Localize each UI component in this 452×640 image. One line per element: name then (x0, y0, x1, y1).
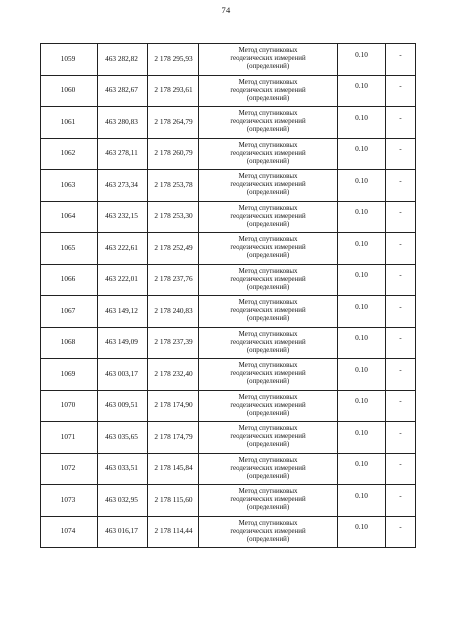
point-number-cell: 1059 (41, 44, 98, 76)
coordinate-y-cell: 2 178 260,79 (148, 138, 199, 170)
accuracy-cell (338, 327, 386, 359)
accuracy-value: 0.10 (355, 490, 368, 500)
description-cell (386, 75, 416, 107)
coordinate-x-cell: 463 222,61 (98, 233, 148, 265)
coordinate-y-cell: 2 178 253,78 (148, 170, 199, 202)
coordinates-table-body (41, 44, 416, 548)
description-value: - (399, 522, 402, 532)
table-row (41, 233, 416, 265)
accuracy-cell (338, 233, 386, 265)
method-line: геодезических измерений (230, 338, 306, 346)
method-line: геодезических измерений (230, 464, 306, 472)
description-cell (386, 138, 416, 170)
method-line: Метод спутниковых (238, 330, 298, 338)
method-line: геодезических измерений (230, 370, 306, 378)
accuracy-value: 0.10 (355, 207, 368, 217)
coordinate-x-cell: 463 016,17 (98, 516, 148, 548)
method-line: Метод спутниковых (238, 47, 298, 55)
method-line: Метод спутниковых (238, 236, 298, 244)
coordinate-y-cell: 2 178 174,79 (148, 422, 199, 454)
table-row (41, 485, 416, 517)
description-cell (386, 233, 416, 265)
coordinate-y-cell: 2 178 115,60 (148, 485, 199, 517)
method-cell (199, 170, 338, 202)
coordinate-y-cell: 2 178 295,93 (148, 44, 199, 76)
method-cell (199, 107, 338, 139)
description-value: - (399, 175, 402, 185)
method-line: геодезических измерений (230, 212, 306, 220)
description-value: - (399, 490, 402, 500)
method-line: (определений) (246, 441, 290, 449)
coordinate-x-cell: 463 003,17 (98, 359, 148, 391)
coordinate-y-cell: 2 178 240,83 (148, 296, 199, 328)
method-line: (определений) (246, 157, 290, 165)
point-number-cell: 1074 (41, 516, 98, 548)
point-number-cell: 1060 (41, 75, 98, 107)
method-cell (199, 516, 338, 548)
coordinate-y-cell: 2 178 145,84 (148, 453, 199, 485)
method-cell (199, 453, 338, 485)
method-cell (199, 264, 338, 296)
method-line: Метод спутниковых (238, 110, 298, 118)
method-line: (определений) (246, 94, 290, 102)
accuracy-cell (338, 138, 386, 170)
point-number-cell: 1073 (41, 485, 98, 517)
accuracy-value: 0.10 (355, 238, 368, 248)
accuracy-value: 0.10 (355, 427, 368, 437)
method-cell (199, 359, 338, 391)
accuracy-value: 0.10 (355, 459, 368, 469)
description-cell (386, 422, 416, 454)
point-number-cell: 1061 (41, 107, 98, 139)
point-number-cell: 1064 (41, 201, 98, 233)
accuracy-value: 0.10 (355, 270, 368, 280)
method-cell (199, 485, 338, 517)
description-value: - (399, 333, 402, 343)
accuracy-cell (338, 44, 386, 76)
method-cell (199, 201, 338, 233)
accuracy-cell (338, 390, 386, 422)
point-number-cell: 1067 (41, 296, 98, 328)
accuracy-value: 0.10 (355, 522, 368, 532)
method-line: Метод спутниковых (238, 425, 298, 433)
description-value: - (399, 112, 402, 122)
method-line: (определений) (246, 315, 290, 323)
accuracy-cell (338, 453, 386, 485)
description-cell (386, 201, 416, 233)
method-line: Метод спутниковых (238, 78, 298, 86)
method-cell (199, 233, 338, 265)
method-line: геодезических измерений (230, 527, 306, 535)
table-row (41, 453, 416, 485)
coordinate-y-cell: 2 178 264,79 (148, 107, 199, 139)
accuracy-cell (338, 359, 386, 391)
table-row (41, 359, 416, 391)
coordinate-y-cell: 2 178 253,30 (148, 201, 199, 233)
method-cell (199, 75, 338, 107)
method-line: (определений) (246, 252, 290, 260)
method-line: (определений) (246, 409, 290, 417)
method-line: (определений) (246, 220, 290, 228)
point-number-cell: 1062 (41, 138, 98, 170)
coordinate-x-cell: 463 149,09 (98, 327, 148, 359)
accuracy-cell (338, 296, 386, 328)
method-line: (определений) (246, 504, 290, 512)
table-row (41, 422, 416, 454)
method-line: (определений) (246, 126, 290, 134)
point-number-cell: 1069 (41, 359, 98, 391)
method-cell (199, 44, 338, 76)
method-line: (определений) (246, 535, 290, 543)
method-line: геодезических измерений (230, 307, 306, 315)
description-value: - (399, 207, 402, 217)
table-row (41, 516, 416, 548)
point-number-cell: 1066 (41, 264, 98, 296)
method-line: геодезических измерений (230, 118, 306, 126)
accuracy-value: 0.10 (355, 81, 368, 91)
method-line: (определений) (246, 189, 290, 197)
method-line: геодезических измерений (230, 181, 306, 189)
method-cell (199, 390, 338, 422)
description-cell (386, 296, 416, 328)
method-cell (199, 296, 338, 328)
method-cell (199, 327, 338, 359)
description-cell (386, 485, 416, 517)
point-number-cell: 1071 (41, 422, 98, 454)
description-value: - (399, 364, 402, 374)
table-row (41, 296, 416, 328)
description-value: - (399, 396, 402, 406)
point-number-cell: 1070 (41, 390, 98, 422)
point-number-cell: 1063 (41, 170, 98, 202)
description-cell (386, 170, 416, 202)
table-row (41, 327, 416, 359)
accuracy-value: 0.10 (355, 144, 368, 154)
coordinate-x-cell: 463 273,34 (98, 170, 148, 202)
description-cell (386, 107, 416, 139)
method-line: Метод спутниковых (238, 267, 298, 275)
coordinate-x-cell: 463 149,12 (98, 296, 148, 328)
accuracy-cell (338, 107, 386, 139)
method-line: Метод спутниковых (238, 488, 298, 496)
description-cell (386, 516, 416, 548)
description-value: - (399, 49, 402, 59)
table-row (41, 44, 416, 76)
table-row (41, 170, 416, 202)
description-value: - (399, 81, 402, 91)
coordinate-y-cell: 2 178 237,39 (148, 327, 199, 359)
table-row (41, 201, 416, 233)
accuracy-value: 0.10 (355, 49, 368, 59)
accuracy-cell (338, 201, 386, 233)
coordinate-x-cell: 463 282,82 (98, 44, 148, 76)
point-number-cell: 1065 (41, 233, 98, 265)
description-cell (386, 44, 416, 76)
description-value: - (399, 144, 402, 154)
description-value: - (399, 270, 402, 280)
description-cell (386, 359, 416, 391)
method-line: (определений) (246, 283, 290, 291)
accuracy-value: 0.10 (355, 333, 368, 343)
accuracy-cell (338, 516, 386, 548)
description-value: - (399, 427, 402, 437)
table-row (41, 75, 416, 107)
coordinate-x-cell: 463 009,51 (98, 390, 148, 422)
point-number-cell: 1072 (41, 453, 98, 485)
coordinate-y-cell: 2 178 232,40 (148, 359, 199, 391)
description-cell (386, 390, 416, 422)
accuracy-value: 0.10 (355, 364, 368, 374)
table-row (41, 264, 416, 296)
table-row (41, 138, 416, 170)
table-row (41, 107, 416, 139)
coordinate-y-cell: 2 178 174,90 (148, 390, 199, 422)
method-line: геодезических измерений (230, 86, 306, 94)
method-line: геодезических измерений (230, 55, 306, 63)
table-row (41, 390, 416, 422)
accuracy-value: 0.10 (355, 175, 368, 185)
description-cell (386, 453, 416, 485)
method-line: Метод спутниковых (238, 141, 298, 149)
method-line: геодезических измерений (230, 401, 306, 409)
accuracy-value: 0.10 (355, 396, 368, 406)
description-cell (386, 264, 416, 296)
method-line: геодезических измерений (230, 275, 306, 283)
accuracy-cell (338, 75, 386, 107)
accuracy-cell (338, 264, 386, 296)
method-line: (определений) (246, 378, 290, 386)
method-line: (определений) (246, 472, 290, 480)
method-line: Метод спутниковых (238, 456, 298, 464)
accuracy-cell (338, 422, 386, 454)
description-cell (386, 327, 416, 359)
coordinate-x-cell: 463 222,01 (98, 264, 148, 296)
method-line: (определений) (246, 63, 290, 71)
method-line: Метод спутниковых (238, 173, 298, 181)
method-line: геодезических измерений (230, 496, 306, 504)
coordinate-y-cell: 2 178 252,49 (148, 233, 199, 265)
description-value: - (399, 459, 402, 469)
accuracy-value: 0.10 (355, 112, 368, 122)
accuracy-cell (338, 170, 386, 202)
coordinate-x-cell: 463 282,67 (98, 75, 148, 107)
page-number: 74 (221, 5, 231, 15)
method-cell (199, 422, 338, 454)
coordinate-x-cell: 463 280,83 (98, 107, 148, 139)
method-line: Метод спутниковых (238, 519, 298, 527)
method-line: Метод спутниковых (238, 393, 298, 401)
point-number-cell: 1068 (41, 327, 98, 359)
accuracy-value: 0.10 (355, 301, 368, 311)
coordinate-x-cell: 463 278,11 (98, 138, 148, 170)
method-line: геодезических измерений (230, 244, 306, 252)
coordinate-y-cell: 2 178 237,76 (148, 264, 199, 296)
accuracy-cell (338, 485, 386, 517)
coordinate-x-cell: 463 035,65 (98, 422, 148, 454)
coordinate-x-cell: 463 232,15 (98, 201, 148, 233)
method-cell (199, 138, 338, 170)
coordinate-y-cell: 2 178 293,61 (148, 75, 199, 107)
method-line: Метод спутниковых (238, 299, 298, 307)
coordinate-x-cell: 463 033,51 (98, 453, 148, 485)
coordinate-x-cell: 463 032,95 (98, 485, 148, 517)
method-line: (определений) (246, 346, 290, 354)
method-line: геодезических измерений (230, 149, 306, 157)
coordinate-y-cell: 2 178 114,44 (148, 516, 199, 548)
method-line: Метод спутниковых (238, 204, 298, 212)
method-line: Метод спутниковых (238, 362, 298, 370)
method-line: геодезических измерений (230, 433, 306, 441)
description-value: - (399, 238, 402, 248)
coordinates-table (40, 43, 416, 548)
description-value: - (399, 301, 402, 311)
